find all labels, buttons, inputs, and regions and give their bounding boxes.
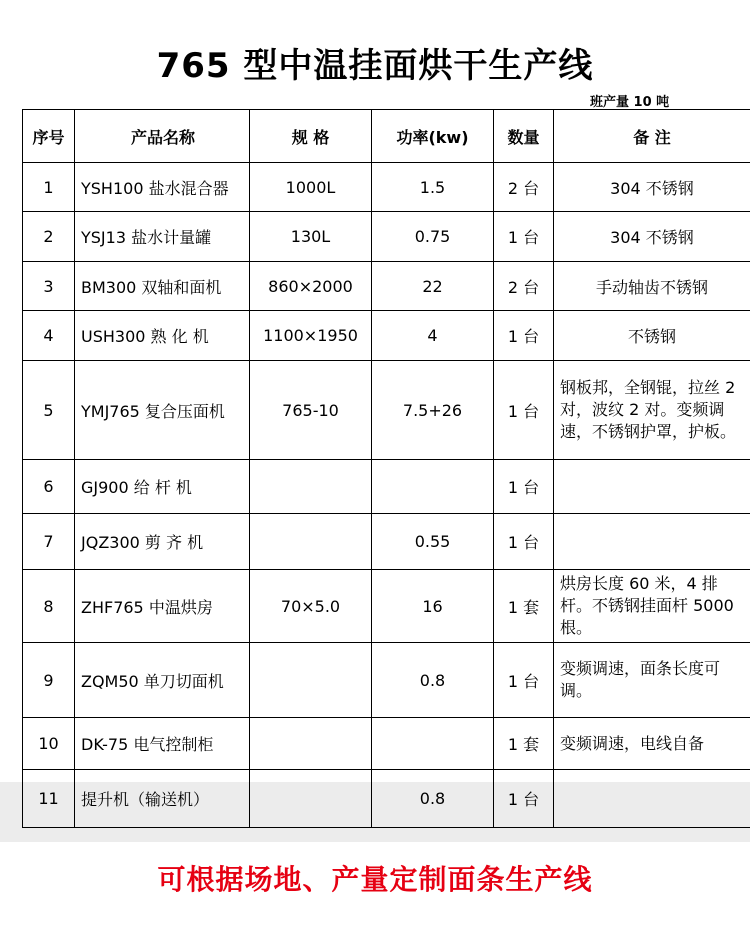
cell-spec: 1100×1950 bbox=[250, 311, 372, 361]
cell-seq: 8 bbox=[23, 570, 75, 643]
cell-qty: 2 台 bbox=[494, 262, 554, 311]
cell-seq: 11 bbox=[23, 770, 75, 828]
cell-spec: 765-10 bbox=[250, 361, 372, 460]
table-row bbox=[23, 311, 750, 361]
cell-note bbox=[554, 514, 750, 570]
cell-note: 烘房长度 60 米，4 排杆。不锈钢挂面杆 5000 根。 bbox=[554, 570, 750, 643]
cell-seq: 3 bbox=[23, 262, 75, 311]
table-row bbox=[23, 163, 750, 212]
table-row bbox=[23, 570, 750, 643]
cell-note: 变频调速，面条长度可调。 bbox=[554, 643, 750, 718]
cell-spec bbox=[250, 770, 372, 828]
cell-name: ZHF765 中温烘房 bbox=[75, 570, 250, 643]
header-power: 功率(kw) bbox=[372, 110, 494, 163]
cell-qty: 1 台 bbox=[494, 643, 554, 718]
header-row bbox=[23, 110, 750, 163]
cell-power: 0.75 bbox=[372, 212, 494, 262]
cell-seq: 7 bbox=[23, 514, 75, 570]
cell-seq: 5 bbox=[23, 361, 75, 460]
cell-spec: 860×2000 bbox=[250, 262, 372, 311]
cell-seq: 1 bbox=[23, 163, 75, 212]
cell-qty: 1 套 bbox=[494, 718, 554, 770]
cell-note: 变频调速，电线自备 bbox=[554, 718, 750, 770]
table-row bbox=[23, 643, 750, 718]
cell-qty: 1 台 bbox=[494, 514, 554, 570]
cell-power: 4 bbox=[372, 311, 494, 361]
cell-note bbox=[554, 770, 750, 828]
cell-power: 22 bbox=[372, 262, 494, 311]
cell-power: 0.8 bbox=[372, 770, 494, 828]
cell-spec bbox=[250, 460, 372, 514]
cell-power: 0.8 bbox=[372, 643, 494, 718]
cell-qty: 1 台 bbox=[494, 770, 554, 828]
cell-qty: 1 台 bbox=[494, 460, 554, 514]
cell-note: 手动轴齿不锈钢 bbox=[554, 262, 750, 311]
cell-name: GJ900 给 杆 机 bbox=[75, 460, 250, 514]
cell-spec: 1000L bbox=[250, 163, 372, 212]
cell-power: 0.55 bbox=[372, 514, 494, 570]
cell-name: YMJ765 复合压面机 bbox=[75, 361, 250, 460]
table-row bbox=[23, 514, 750, 570]
cell-name: YSJ13 盐水计量罐 bbox=[75, 212, 250, 262]
cell-qty: 1 台 bbox=[494, 212, 554, 262]
cell-spec bbox=[250, 643, 372, 718]
table-row bbox=[23, 212, 750, 262]
table-row bbox=[23, 770, 750, 828]
capacity-label: 班产量 10 吨 bbox=[590, 95, 670, 110]
cell-name: BM300 双轴和面机 bbox=[75, 262, 250, 311]
cell-power: 16 bbox=[372, 570, 494, 643]
cell-power bbox=[372, 460, 494, 514]
cell-spec: 70×5.0 bbox=[250, 570, 372, 643]
cell-qty: 1 套 bbox=[494, 570, 554, 643]
table-row bbox=[23, 460, 750, 514]
cell-qty: 2 台 bbox=[494, 163, 554, 212]
cell-seq: 2 bbox=[23, 212, 75, 262]
cell-note: 不锈钢 bbox=[554, 311, 750, 361]
header-name: 产品名称 bbox=[75, 110, 250, 163]
page-title: 765 型中温挂面烘干生产线 bbox=[156, 46, 594, 86]
cell-note: 304 不锈钢 bbox=[554, 212, 750, 262]
cell-seq: 4 bbox=[23, 311, 75, 361]
cell-spec bbox=[250, 514, 372, 570]
header-spec: 规 格 bbox=[250, 110, 372, 163]
cell-seq: 10 bbox=[23, 718, 75, 770]
equipment-table bbox=[22, 109, 750, 828]
cell-name: YSH100 盐水混合器 bbox=[75, 163, 250, 212]
footer-slogan: 可根据场地、产量定制面条生产线 bbox=[157, 863, 593, 896]
cell-name: 提升机（输送机） bbox=[75, 770, 250, 828]
cell-seq: 6 bbox=[23, 460, 75, 514]
cell-spec bbox=[250, 718, 372, 770]
cell-name: USH300 熟 化 机 bbox=[75, 311, 250, 361]
header-qty: 数量 bbox=[494, 110, 554, 163]
cell-note: 钢板邦，全钢锟，拉丝 2 对，波纹 2 对。变频调速，不锈钢护罩，护板。 bbox=[554, 361, 750, 460]
cell-name: ZQM50 单刀切面机 bbox=[75, 643, 250, 718]
cell-name: DK-75 电气控制柜 bbox=[75, 718, 250, 770]
cell-note: 304 不锈钢 bbox=[554, 163, 750, 212]
header-note: 备 注 bbox=[554, 110, 750, 163]
cell-power: 7.5+26 bbox=[372, 361, 494, 460]
cell-note bbox=[554, 460, 750, 514]
header-seq: 序号 bbox=[23, 110, 75, 163]
table-row bbox=[23, 718, 750, 770]
cell-seq: 9 bbox=[23, 643, 75, 718]
cell-power: 1.5 bbox=[372, 163, 494, 212]
table-row bbox=[23, 262, 750, 311]
cell-spec: 130L bbox=[250, 212, 372, 262]
cell-qty: 1 台 bbox=[494, 311, 554, 361]
cell-name: JQZ300 剪 齐 机 bbox=[75, 514, 250, 570]
table-row bbox=[23, 361, 750, 460]
cell-qty: 1 台 bbox=[494, 361, 554, 460]
cell-power bbox=[372, 718, 494, 770]
